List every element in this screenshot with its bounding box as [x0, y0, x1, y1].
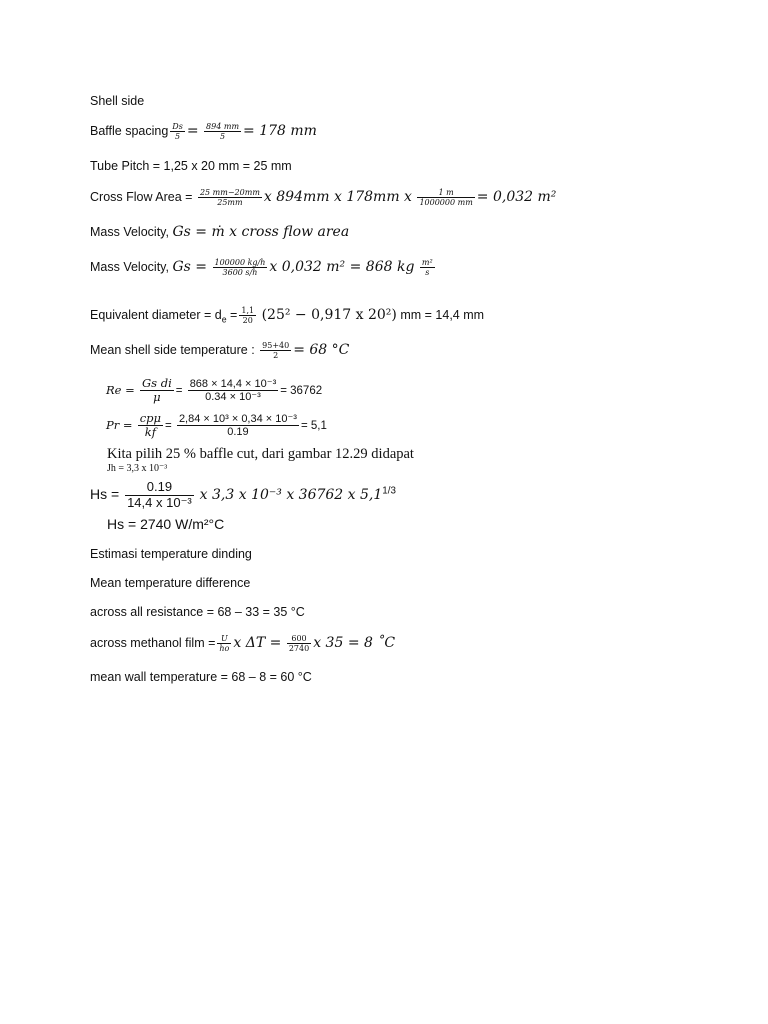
cross-flow-line: [90, 188, 556, 207]
cross-flow-frac-1-num: 25 mm−20mm: [199, 188, 260, 197]
equiv-frac-num: 1,1: [241, 306, 255, 315]
reynolds-frac-1-den: μ: [153, 390, 161, 405]
across-methanol-line: [90, 634, 395, 653]
reynolds-result: = 36762: [280, 384, 323, 397]
baffle-frac-2-num: 894 mm: [206, 122, 240, 131]
hs-lhs: Hs =: [90, 486, 120, 503]
hs-frac-num: 0.19: [125, 480, 194, 496]
cross-flow-label: Cross Flow Area =: [90, 189, 193, 204]
wall-estimation-heading: Estimasi temperature dinding: [90, 547, 252, 561]
baffle-frac-1-den: 5: [175, 132, 181, 142]
mass-velocity-2-mid: x 0,032 m² = 868 kg: [269, 258, 415, 275]
prandtl-frac-2-num: 2,84 × 10³ × 0,34 × 10⁻³: [178, 412, 297, 425]
mean-shell-frac: [260, 341, 291, 360]
prandtl-result: = 5,1: [300, 419, 327, 432]
mean-shell-frac-num: 95+40: [262, 341, 290, 350]
mean-wall-temp-line: mean wall temperature = 68 – 8 = 60 °C: [90, 670, 312, 684]
mean-shell-label: Mean shell side temperature :: [90, 342, 255, 357]
mass-velocity-2-unit: [420, 258, 435, 277]
baffle-cut-line: Kita pilih 25 % baffle cut, dari gambar 12.29 didapat: [107, 446, 414, 462]
reynolds-frac-2-den: 0.34 × 10⁻³: [205, 391, 261, 404]
reynolds-eq: =: [175, 384, 183, 397]
reynolds-frac-1-num: Gs di: [141, 376, 172, 390]
equiv-frac: [239, 306, 256, 325]
reynolds-frac-2: [188, 378, 279, 404]
hs-frac: [125, 480, 194, 511]
reynolds-frac-2-num: 868 × 14,4 × 10⁻³: [189, 377, 277, 390]
hs-rhs: x 3,3 x 10⁻³ x 36762 x 5,1: [199, 487, 383, 504]
tube-pitch-line: Tube Pitch = 1,25 x 20 mm = 25 mm: [90, 159, 292, 173]
methanol-frac-2: [287, 634, 311, 653]
prandtl-lhs: Pr =: [106, 417, 133, 432]
prandtl-frac-1-den: kf: [144, 425, 156, 440]
baffle-result: = 178 mm: [243, 122, 317, 139]
prandtl-frac-1-num: cpμ: [139, 411, 162, 425]
baffle-label: Baffle spacing: [90, 123, 169, 138]
mass-velocity-2-frac-num: 100000 kg/h: [214, 258, 266, 267]
methanol-result: x 35 = 8 ˚C: [313, 634, 396, 651]
reynolds-frac-1: [140, 377, 174, 404]
baffle-frac-2: [204, 122, 241, 141]
across-all-line: across all resistance = 68 – 33 = 35 °C: [90, 605, 305, 619]
cross-flow-frac-2-num: 1 m: [417, 188, 474, 198]
methanol-mid: x ΔT =: [233, 634, 282, 651]
equiv-label: Equivalent diameter = d: [90, 307, 222, 322]
cross-flow-frac-2-den: 1000000 mm: [419, 198, 473, 208]
hs-result-line: Hs = 2740 W/m²°C: [107, 516, 225, 532]
mass-velocity-line-2: [90, 258, 437, 277]
mass-velocity-1-label: Mass Velocity,: [90, 225, 169, 239]
methanol-label: across methanol film =: [90, 635, 216, 650]
methanol-frac-1-num: U: [217, 634, 231, 644]
cross-flow-mid: x 894mm x 178mm x: [263, 188, 412, 205]
prandtl-eq: =: [165, 419, 172, 432]
methanol-frac-1-den: ho: [219, 644, 230, 654]
mass-velocity-2-frac-den: 3600 s/h: [222, 268, 258, 278]
prandtl-frac-2: [177, 413, 299, 439]
mass-velocity-2-label: Mass Velocity,: [90, 259, 169, 274]
mean-shell-frac-den: 2: [273, 351, 279, 361]
reynolds-lhs: Re =: [106, 382, 135, 397]
cross-flow-result: = 0,032 m²: [476, 188, 557, 205]
equiv-expr: (25² − 0,917 x 20²): [261, 306, 397, 323]
reynolds-line: [106, 377, 322, 404]
equiv-frac-den: 20: [242, 316, 253, 326]
baffle-frac-1: [170, 122, 185, 141]
mass-velocity-2-frac: [213, 258, 268, 277]
jh-line: Jh = 3,3 x 10⁻³: [107, 463, 168, 474]
prandtl-line: [106, 412, 327, 439]
section-heading: Shell side: [90, 94, 145, 108]
hs-frac-den: 14,4 x 10⁻³: [127, 494, 192, 510]
mean-shell-temp-line: [90, 341, 349, 360]
mean-shell-result: = 68 °C: [293, 341, 350, 358]
equiv-eq: =: [230, 307, 238, 322]
baffle-spacing-line: [90, 122, 317, 141]
prandtl-frac-1: [138, 412, 163, 439]
baffle-eq: =: [186, 122, 199, 139]
hs-exp: 1/3: [382, 485, 396, 497]
equiv-sub: e: [221, 314, 227, 325]
equivalent-diameter-line: [90, 306, 484, 325]
mean-temp-diff-heading: Mean temperature difference: [90, 576, 251, 590]
baffle-frac-1-num: Ds: [172, 122, 183, 131]
mass-velocity-2-unit-num: m²: [421, 258, 433, 267]
cross-flow-frac-1: [198, 188, 262, 207]
mass-velocity-line-1: [90, 225, 349, 239]
equiv-result: mm = 14,4 mm: [400, 307, 485, 322]
methanol-frac-2-den: 2740: [288, 644, 310, 654]
methanol-frac-2-num: 600: [287, 634, 311, 644]
methanol-frac-1: [217, 634, 231, 653]
hs-formula-line: [90, 480, 396, 511]
mass-velocity-2-lhs: Gs =: [172, 258, 208, 275]
mass-velocity-2-unit-den: s: [425, 268, 430, 278]
cross-flow-frac-2: [417, 188, 474, 207]
cross-flow-frac-1-den: 25mm: [217, 198, 243, 208]
mass-velocity-1-expr: Gs = ṁ x cross flow area: [172, 224, 350, 240]
prandtl-frac-2-den: 0.19: [227, 426, 249, 439]
baffle-frac-2-den: 5: [219, 132, 226, 142]
